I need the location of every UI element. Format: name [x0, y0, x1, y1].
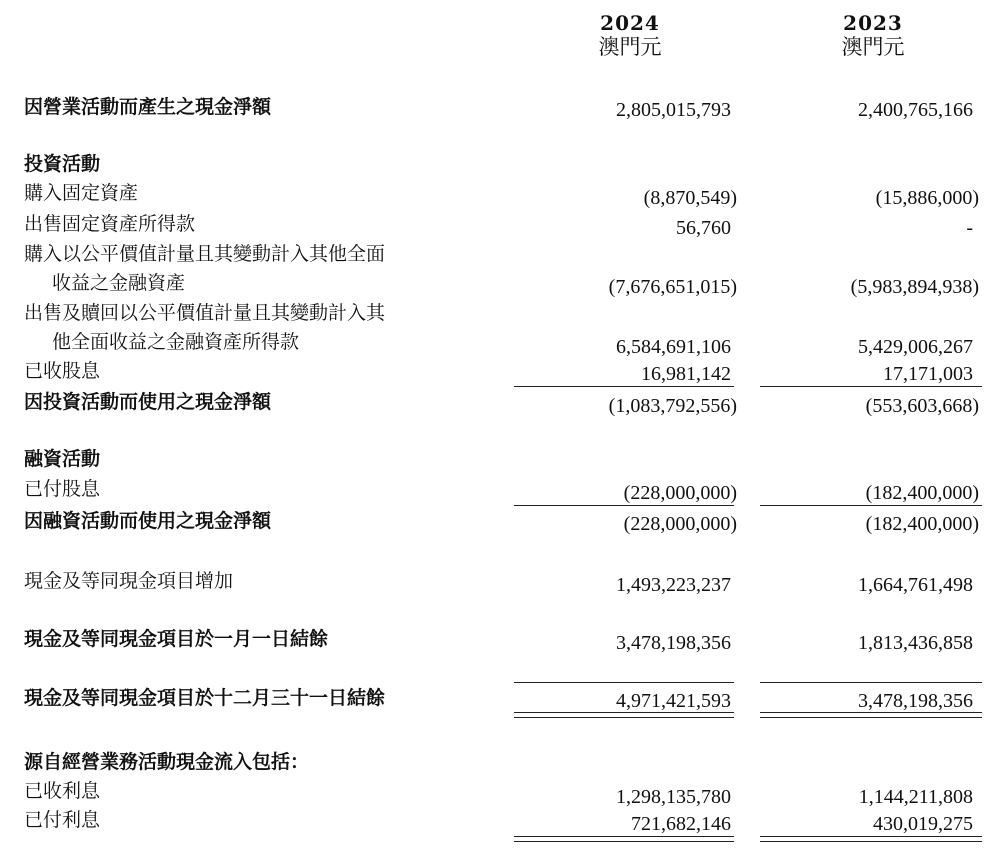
financing-rule-2023	[760, 505, 982, 506]
currency-2023: 澳門元	[841, 35, 905, 59]
subtotal-rule-2024	[514, 386, 734, 387]
financing-net-2023: (182,400,000)	[865, 513, 979, 535]
balance-double-rule-2023	[760, 712, 982, 718]
purchase-fvoci-2023: (5,983,894,938)	[850, 276, 979, 298]
sale-fvoci-label-line2: 他全面收益之金融資產所得款	[52, 331, 300, 353]
purchase-fvoci-2024: (7,676,651,015)	[608, 276, 737, 298]
purchase-fvoci-label-line1: 購入以公平價值計量且其變動計入其他全面	[24, 243, 386, 265]
sale-fvoci-2024: 6,584,691,106	[616, 336, 731, 358]
interest-received-2023: 1,144,211,808	[858, 786, 973, 808]
balance-double-rule-2024	[514, 712, 734, 718]
sale-fvoci-2023: 5,429,006,267	[858, 336, 973, 358]
purchase-fixed-2023: (15,886,000)	[875, 187, 979, 209]
cash-dec31-2024: 4,971,421,593	[616, 690, 731, 712]
dividends-received-label: 已收股息	[24, 360, 101, 382]
purchase-fvoci-label-line2: 收益之金融資產	[52, 272, 186, 294]
interest-paid-label: 已付利息	[24, 809, 101, 831]
cash-increase-2024: 1,493,223,237	[616, 574, 731, 596]
cash-jan1-label: 現金及等同現金項目於一月一日結餘	[24, 628, 329, 650]
investing-net-2023: (553,603,668)	[865, 395, 979, 417]
balance-top-rule-2023	[760, 682, 982, 683]
currency-2024: 澳門元	[598, 35, 662, 59]
dividends-received-2023: 17,171,003	[883, 363, 973, 385]
sale-fvoci-label-line1: 出售及贖回以公平價值計量且其變動計入其	[24, 302, 386, 324]
cash-increase-2023: 1,664,761,498	[858, 574, 973, 596]
interest-paid-2023: 430,019,275	[873, 813, 973, 835]
operating-net-label: 因營業活動而產生之現金淨額	[24, 96, 272, 118]
dividends-paid-2024: (228,000,000)	[623, 482, 737, 504]
dividends-paid-label: 已付股息	[24, 478, 101, 500]
cash-dec31-label: 現金及等同現金項目於十二月三十一日結餘	[24, 687, 386, 709]
subtotal-rule-2023	[760, 386, 982, 387]
interest-received-2024: 1,298,135,780	[616, 786, 731, 808]
interest-received-label: 已收利息	[24, 780, 101, 802]
financing-rule-2024	[514, 505, 734, 506]
inflow-double-rule-2023	[760, 836, 982, 842]
financing-net-2024: (228,000,000)	[623, 513, 737, 535]
balance-top-rule-2024	[514, 682, 734, 683]
cash-jan1-2023: 1,813,436,858	[858, 632, 973, 654]
year-2024: 2024	[600, 11, 660, 35]
investing-net-2024: (1,083,792,556)	[608, 395, 737, 417]
investing-heading: 投資活動	[24, 153, 101, 175]
operating-net-2023: 2,400,765,166	[858, 99, 973, 121]
investing-net-label: 因投資活動而使用之現金淨額	[24, 391, 272, 413]
inflow-double-rule-2024	[514, 836, 734, 842]
purchase-fixed-2024: (8,870,549)	[643, 187, 737, 209]
financing-heading: 融資活動	[24, 448, 101, 470]
sale-fixed-2024: 56,760	[676, 217, 731, 239]
operating-net-2024: 2,805,015,793	[616, 99, 731, 121]
dividends-received-2024: 16,981,142	[641, 363, 731, 385]
dividends-paid-2023: (182,400,000)	[865, 482, 979, 504]
inflow-heading: 源自經營業務活動現金流入包括：	[24, 751, 310, 773]
cash-increase-label: 現金及等同現金項目增加	[24, 570, 234, 592]
sale-fixed-2023: -	[966, 217, 973, 239]
sale-fixed-label: 出售固定資產所得款	[24, 213, 196, 235]
purchase-fixed-label: 購入固定資產	[24, 182, 139, 204]
cash-dec31-2023: 3,478,198,356	[858, 690, 973, 712]
column-header-2024	[550, 12, 710, 58]
interest-paid-2024: 721,682,146	[631, 813, 731, 835]
year-2023: 2023	[843, 11, 903, 35]
column-header-2023	[793, 12, 953, 58]
cash-jan1-2024: 3,478,198,356	[616, 632, 731, 654]
financing-net-label: 因融資活動而使用之現金淨額	[24, 510, 272, 532]
